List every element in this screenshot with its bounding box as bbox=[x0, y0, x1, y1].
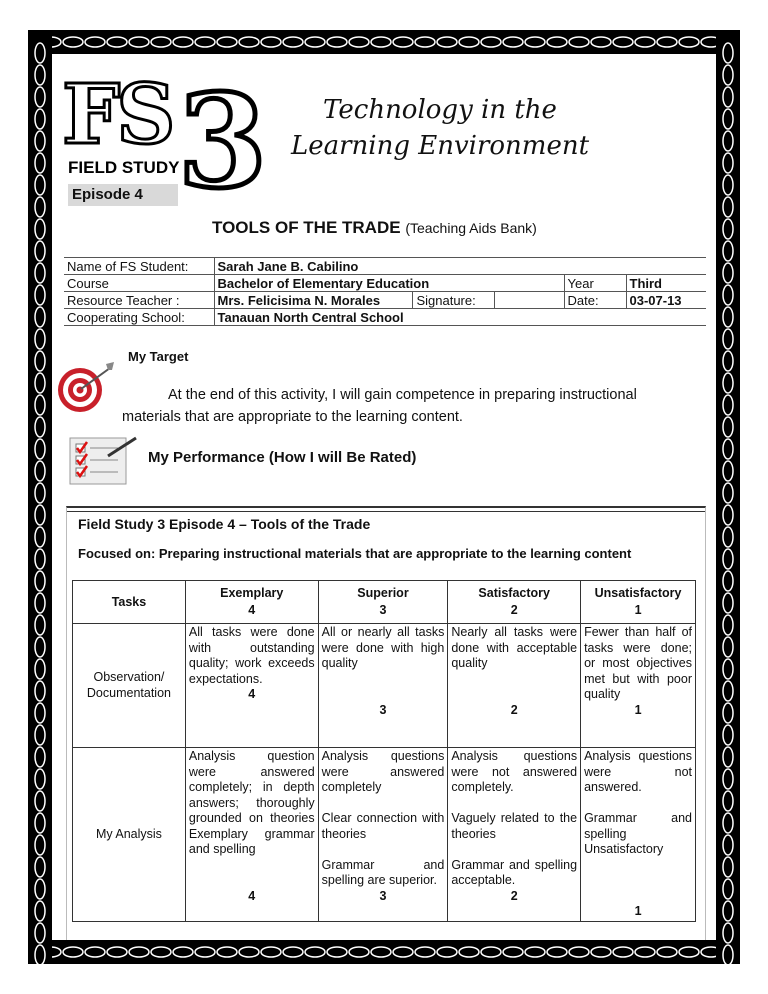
target-text-body: At the end of this activity, I will gain competence in preparing instructional materials that are appropriate to the learning content. bbox=[122, 387, 637, 425]
school-label: Cooperating School: bbox=[64, 309, 214, 326]
cell-analysis-satisfactory: Analysis questions were not answered completely. Vaguely related to the theories Grammar and spelling acceptable. 2 bbox=[448, 748, 581, 922]
fs-logo-letters: FS bbox=[62, 67, 172, 163]
year-value: Third bbox=[626, 275, 706, 292]
checklist-icon bbox=[68, 434, 140, 486]
score-analysis-unsatisfactory: 1 bbox=[634, 904, 642, 918]
header-satisfactory: Satisfactory 2 bbox=[448, 581, 581, 624]
cell-observation-satisfactory: Nearly all tasks were done with acceptable quality 2 bbox=[448, 624, 581, 748]
info-row-student bbox=[64, 258, 706, 275]
rubric-row-observation bbox=[73, 624, 696, 748]
field-study-label: FIELD STUDY bbox=[68, 158, 180, 177]
header-unsatisfactory: Unsatisfactory 1 bbox=[581, 581, 696, 624]
rubric-focus: Focused on: Preparing instructional materials that are appropriate to the learning content bbox=[78, 546, 632, 561]
rubric-title: Field Study 3 Episode 4 – Tools of the Trade bbox=[78, 516, 371, 532]
header-exemplary: Exemplary 4 bbox=[185, 581, 318, 624]
score-analysis-superior: 3 bbox=[379, 888, 387, 903]
signature-field bbox=[495, 292, 564, 309]
task-observation: Observation/ Documentation bbox=[73, 624, 186, 748]
cell-observation-exemplary: All tasks were done with outstanding quality; work exceeds expectations. 4 bbox=[185, 624, 318, 748]
rubric-table bbox=[72, 580, 696, 922]
student-value: Sarah Jane B. Cabilino bbox=[214, 258, 706, 275]
info-row-teacher bbox=[64, 292, 706, 309]
date-value: 03-07-13 bbox=[626, 292, 706, 309]
page-border-left bbox=[28, 30, 52, 964]
episode-label: Episode 4 bbox=[68, 184, 178, 206]
student-info-table bbox=[64, 257, 706, 326]
performance-heading: My Performance (How I will Be Rated) bbox=[148, 449, 417, 466]
info-row-school bbox=[64, 309, 706, 326]
target-heading: My Target bbox=[128, 349, 189, 364]
rubric-header-row bbox=[73, 581, 696, 624]
teacher-label: Resource Teacher : bbox=[64, 292, 214, 309]
score-analysis-exemplary: 4 bbox=[248, 888, 256, 903]
course-title: Technology in the Learning Environment bbox=[290, 95, 590, 161]
cell-analysis-unsatisfactory: Analysis questions were not answered. Grammar and spelling Unsatisfactory 1 bbox=[581, 748, 696, 922]
topic-title bbox=[212, 218, 537, 238]
target-icon bbox=[54, 358, 116, 420]
header-superior: Superior 3 bbox=[318, 581, 448, 624]
page-border-bottom bbox=[28, 940, 740, 964]
score-analysis-satisfactory: 2 bbox=[510, 888, 518, 903]
fs-logo-number: 3 bbox=[178, 67, 268, 217]
student-label: Name of FS Student: bbox=[64, 258, 214, 275]
page-border-right bbox=[716, 30, 740, 964]
task-analysis: My Analysis bbox=[73, 748, 186, 922]
teacher-value: Mrs. Felicisima N. Morales bbox=[214, 292, 413, 309]
school-value: Tanauan North Central School bbox=[214, 309, 706, 326]
cell-analysis-superior: Analysis questions were answered completely Clear connection with theories Grammar and spelling are superior. 3 bbox=[318, 748, 448, 922]
topic-subtitle: (Teaching Aids Bank) bbox=[405, 220, 537, 236]
score-observation-superior: 3 bbox=[379, 702, 387, 717]
course-label: Course bbox=[64, 275, 214, 292]
signature-label: Signature: bbox=[413, 292, 495, 309]
target-text bbox=[122, 384, 682, 428]
score-observation-exemplary: 4 bbox=[248, 687, 256, 701]
cell-observation-superior: All or nearly all tasks were done with high quality 3 bbox=[318, 624, 448, 748]
page-border-top bbox=[28, 30, 740, 54]
year-label: Year bbox=[564, 275, 626, 292]
rubric-row-analysis bbox=[73, 748, 696, 922]
score-observation-unsatisfactory: 1 bbox=[634, 702, 642, 717]
header-tasks: Tasks bbox=[73, 581, 186, 624]
info-row-course bbox=[64, 275, 706, 292]
cell-observation-unsatisfactory: Fewer than half of tasks were done; or most objectives met but with poor quality 1 bbox=[581, 624, 696, 748]
date-label: Date: bbox=[564, 292, 626, 309]
cell-analysis-exemplary: Analysis question were answered completely; in depth answers; thoroughly grounded on theories Exemplary grammar and spelling 4 bbox=[185, 748, 318, 922]
topic-title-main: TOOLS OF THE TRADE bbox=[212, 218, 401, 237]
course-value: Bachelor of Elementary Education bbox=[214, 275, 564, 292]
score-observation-satisfactory: 2 bbox=[510, 702, 518, 717]
